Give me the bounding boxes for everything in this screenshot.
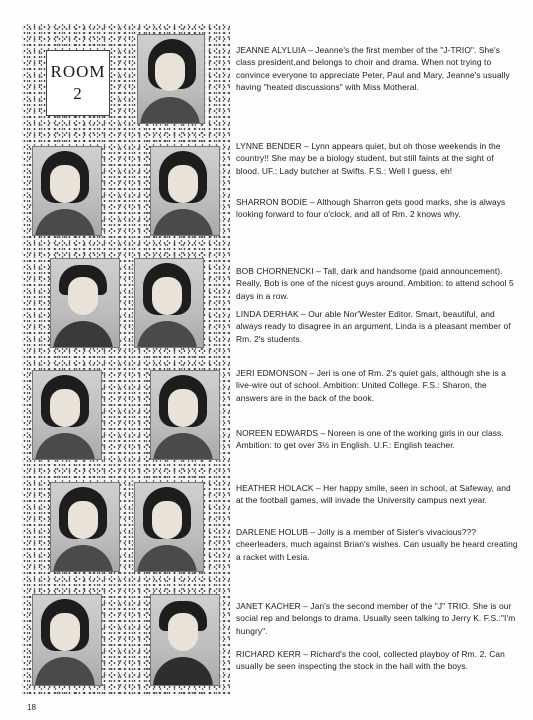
portrait-bob-chornencki: [50, 258, 120, 348]
portrait-jeanne-alyluia: [137, 34, 205, 124]
portrait-janet-kacher: [32, 594, 102, 686]
portrait-lynne-bender: [32, 146, 102, 236]
room-label-box: [46, 50, 110, 116]
portrait-darlene-holub: [134, 482, 204, 572]
room-word: ROOM: [50, 62, 106, 81]
entry-darlene-holub: DARLENE HOLUB – Jolly is a member of Sisler's vivacious??? cheerleaders, much against Brian's wishes. Can usually be heard creating a racket with Lesia.: [236, 527, 518, 562]
entry-noreen-edwards: NOREEN EDWARDS – Noreen is one of the working girls in our class. Ambition: to get over 3½ in English. U.F.: English teacher.: [236, 428, 504, 451]
entry-bob-chornencki: BOB CHORNENCKI – Tall, dark and handsome (paid announcement). Really, Bob is one of the nicest guys around. Ambition: to attend school 5 days in a row.: [236, 266, 514, 301]
portrait-noreen-edwards: [150, 370, 220, 460]
room-number: 2: [73, 84, 83, 103]
portrait-richard-kerr: [150, 594, 220, 686]
page-number: 18: [27, 703, 36, 712]
portrait-sharron-bodie: [150, 146, 220, 236]
entry-sharron-bodie: SHARRON BODIE – Although Sharron gets good marks, she is always looking forward to four o'clock, and all of Rm. 2 knows why.: [236, 197, 506, 220]
portrait-heather-holack: [50, 482, 120, 572]
portrait-jeri-edmonson: [32, 370, 102, 460]
entry-richard-kerr: RICHARD KERR – Richard's the cool, collected playboy of Rm. 2. Can usually be seen inspecting the stock in the hall with the boys.: [236, 649, 505, 672]
entry-jeri-edmonson: JERI EDMONSON – Jeri is one of Rm. 2's quiet gals, although she is a live-wire out of school. Ambition: United College. F.S.: Sharon, the answers are in the back of the book.: [236, 368, 506, 403]
entry-janet-kacher: JANET KACHER – Jan's the second member of the "J" TRIO. She is our social rep and belongs to drama. Usually seen talking to Jerry K. F.S.:"I'm hungry".: [236, 601, 516, 636]
entry-lynne-bender: LYNNE BENDER – Lynn appears quiet, but oh those weekends in the country!! She may be a biology student, but still faints at the sight of blood. UF.: Lady butcher at Swifts. F.S.: Well I guess, eh!: [236, 141, 501, 176]
portrait-linda-derhak: [134, 258, 204, 348]
entry-linda-derhak: LINDA DERHAK – Our able Nor'Wester Editor. Smart, beautiful, and always ready to disagree in an argument, Linda is a pleasant member of Rm. 2's students.: [236, 309, 511, 344]
entry-heather-holack: HEATHER HOLACK – Her happy smile, seen in school, at Safeway, and at the football games, will invade the University campus next year.: [236, 483, 511, 506]
entry-jeanne-alyluia: JEANNE ALYLUIA – Jeanne's the first member of the "J-TRIO". She's class president,and belongs to choir and drama. When not trying to convince everyone to appreciate Peter, Paul and Mary, Jeanne's usually having "heated discussions" with Miss Motheral.: [236, 45, 510, 93]
